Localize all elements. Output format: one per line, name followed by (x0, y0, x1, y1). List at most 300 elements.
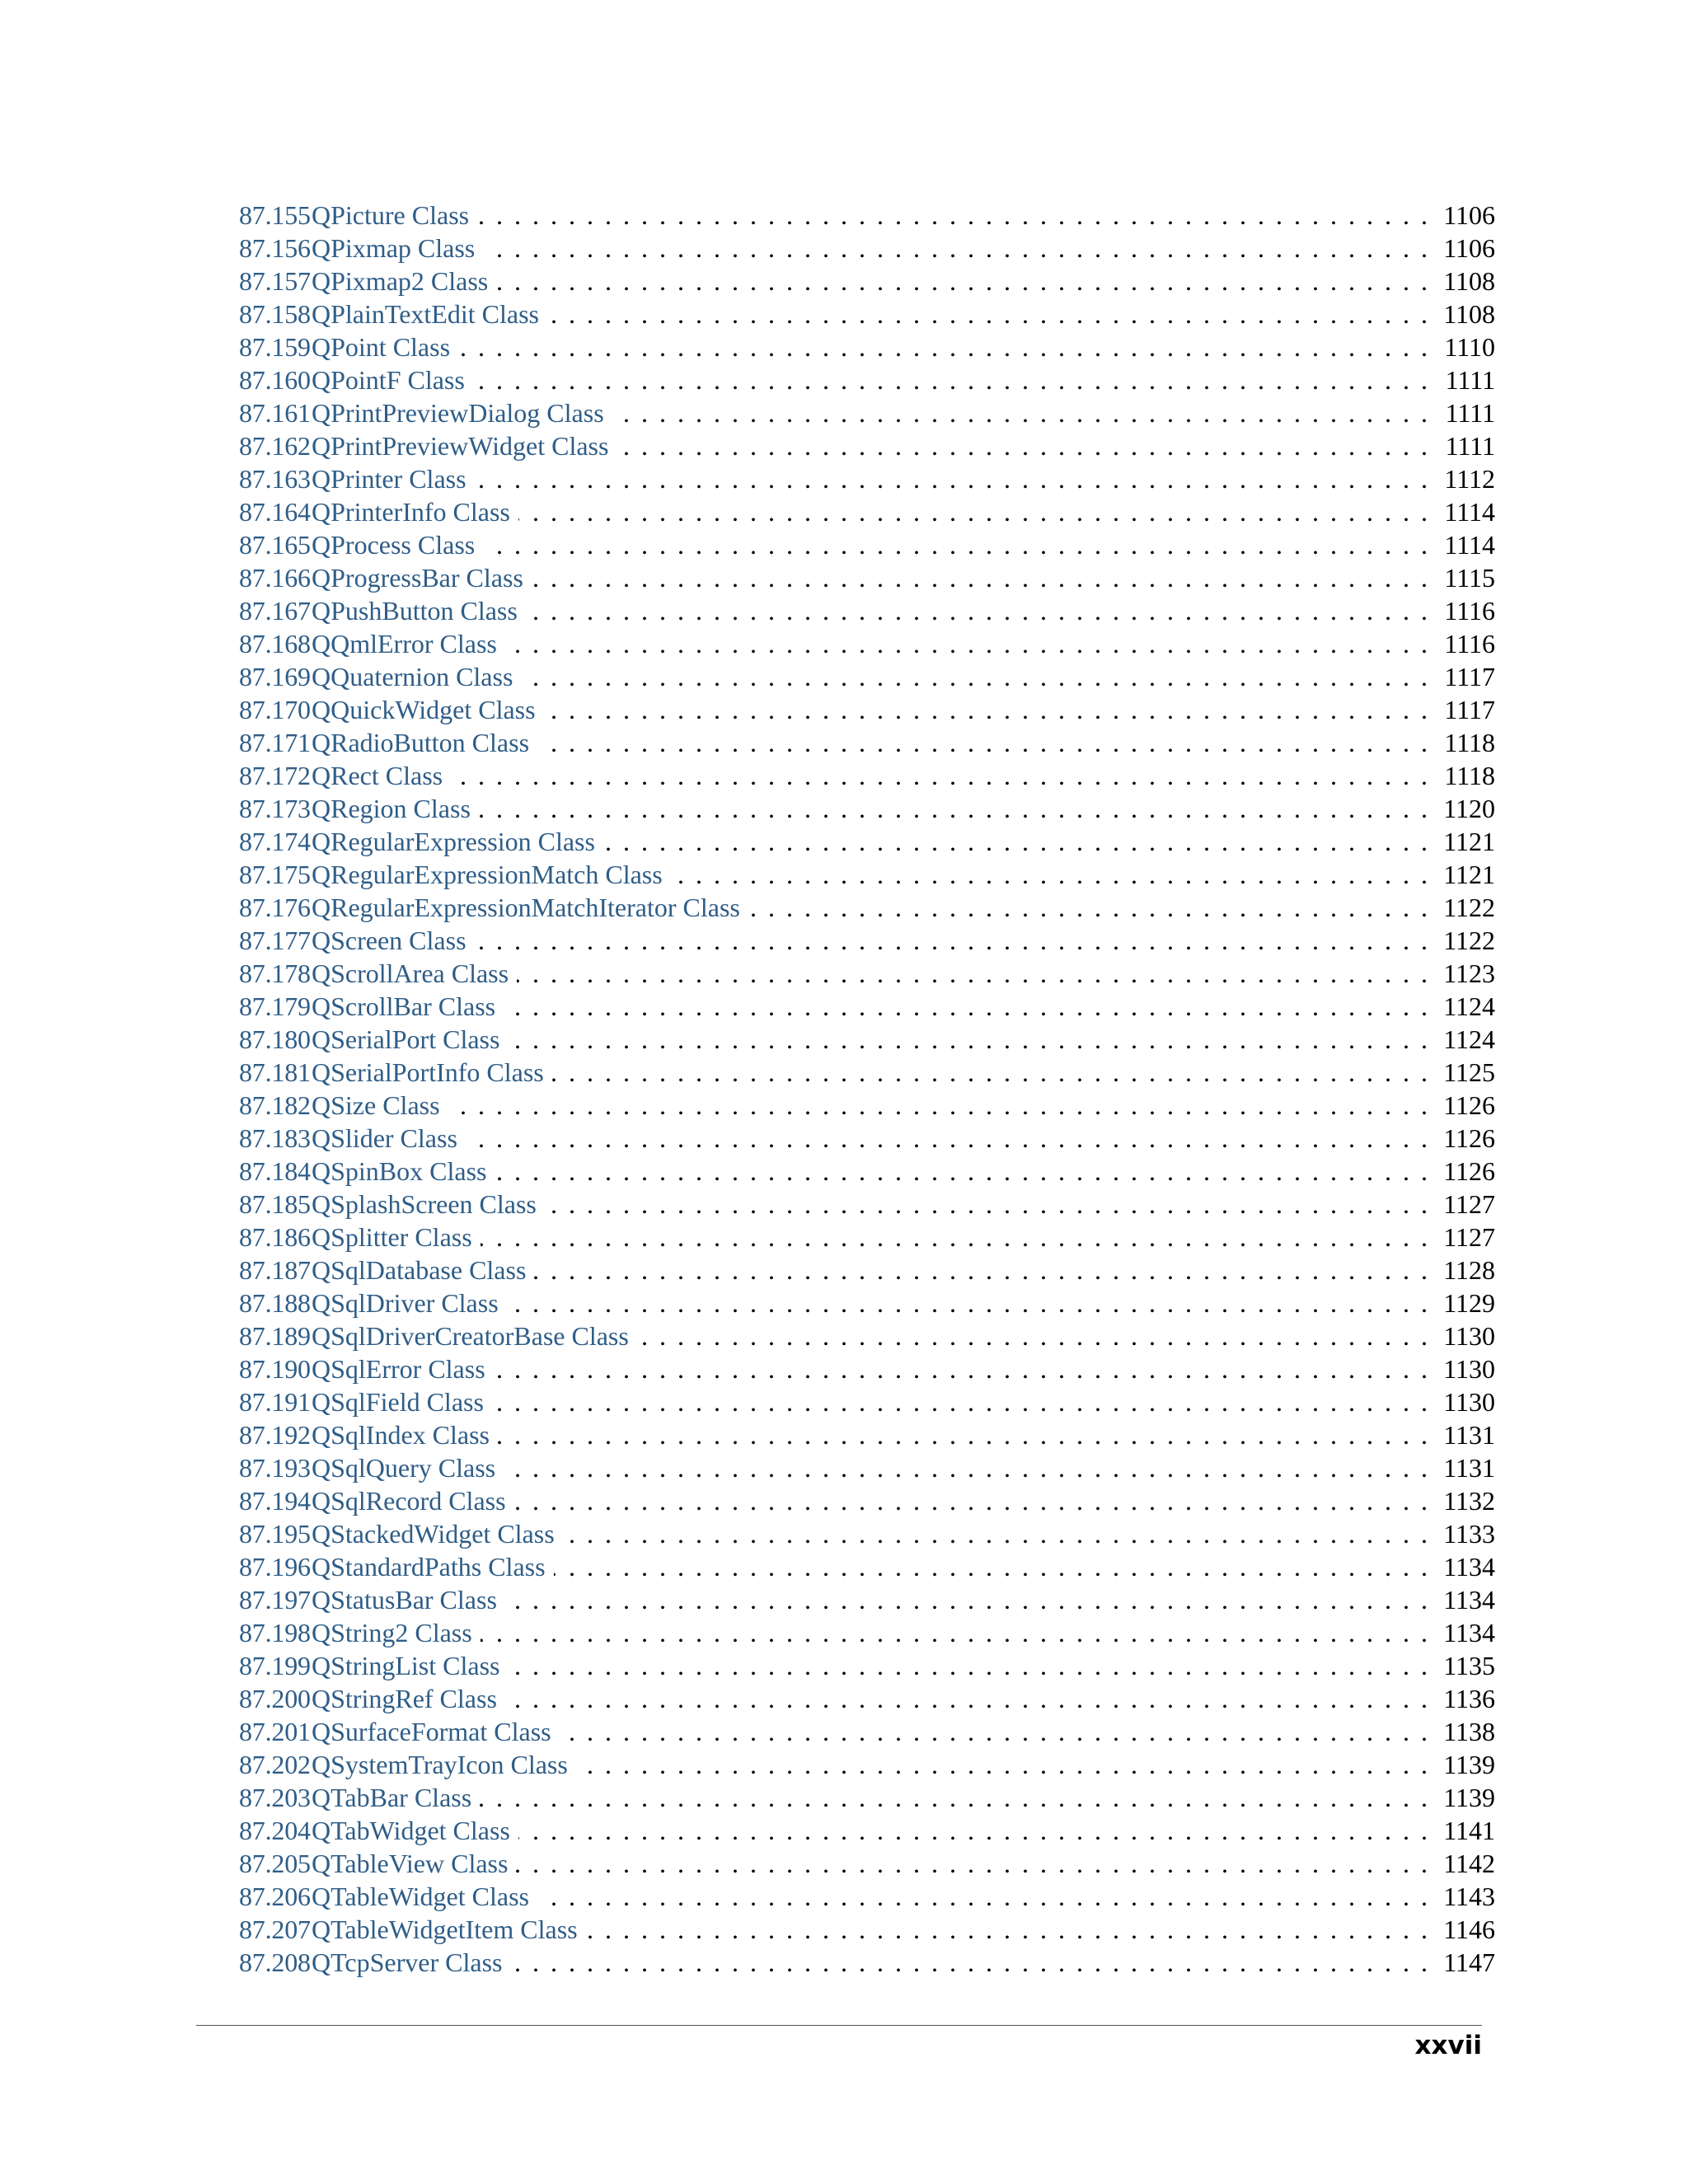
toc-entry-link[interactable] (239, 232, 475, 265)
toc-entry-page: 1131 (1443, 1453, 1495, 1483)
toc-entry-page: 1120 (1443, 794, 1495, 823)
toc-entry-number: 87.176 (239, 893, 311, 922)
dot-leader (483, 528, 1428, 561)
toc-entry (239, 1418, 1495, 1451)
toc-entry (239, 1254, 1495, 1286)
toc-entry-number: 87.182 (239, 1090, 311, 1120)
toc-entry-title: QPrinter Class (312, 464, 467, 494)
toc-entry-title: QSqlDatabase Class (312, 1255, 527, 1285)
dot-leader (496, 265, 1428, 298)
toc-entry-title: QSurfaceFormat Class (312, 1717, 551, 1746)
toc-entry (239, 1484, 1495, 1517)
toc-entry-number: 87.189 (239, 1321, 311, 1351)
toc-entry (239, 1715, 1495, 1748)
toc-entry-number: 87.195 (239, 1519, 311, 1549)
toc-entry-number: 87.169 (239, 662, 311, 691)
toc-entry-link[interactable] (239, 891, 740, 924)
toc-entry (239, 1451, 1495, 1484)
dot-leader (505, 1583, 1428, 1616)
toc-entry-title: QPrintPreviewDialog Class (312, 398, 604, 428)
toc-entry-number: 87.206 (239, 1882, 311, 1911)
toc-entry-title: QStatusBar Class (312, 1585, 497, 1615)
dot-leader (479, 792, 1428, 825)
toc-entry-link[interactable] (239, 1550, 546, 1583)
toc-entry (239, 693, 1495, 726)
toc-entry-page: 1127 (1443, 1189, 1495, 1219)
dot-leader (492, 1385, 1428, 1418)
toc-entry-link[interactable] (239, 1221, 472, 1254)
toc-entry-link[interactable] (239, 1188, 537, 1221)
toc-entry-link[interactable] (239, 627, 497, 660)
toc-entry (239, 1221, 1495, 1254)
toc-entry-number: 87.173 (239, 794, 311, 823)
toc-entry-number: 87.207 (239, 1915, 311, 1944)
toc-entry (239, 1781, 1495, 1814)
toc-entry (239, 199, 1495, 232)
toc-entry-number: 87.177 (239, 926, 311, 955)
toc-entry (239, 1286, 1495, 1319)
dot-leader (544, 693, 1428, 726)
toc-entry-number: 87.157 (239, 266, 311, 296)
toc-entry-title: QRegularExpressionMatch Class (312, 860, 663, 889)
dot-leader (576, 1748, 1428, 1781)
toc-entry (239, 396, 1495, 429)
toc-entry-page: 1139 (1443, 1783, 1495, 1812)
toc-entry-title: QSqlField Class (312, 1387, 484, 1417)
toc-entry-title: QPrintPreviewWidget Class (312, 431, 609, 461)
toc-entry-page: 1127 (1443, 1222, 1495, 1252)
toc-entry-number: 87.192 (239, 1420, 311, 1450)
toc-entry-page: 1108 (1443, 299, 1495, 329)
toc-entry-page: 1143 (1443, 1882, 1495, 1911)
dot-leader (517, 957, 1428, 990)
toc-entry-title: QSqlIndex Class (312, 1420, 490, 1450)
toc-entry-title: QSqlQuery Class (312, 1453, 496, 1483)
dot-leader (617, 429, 1428, 462)
toc-entry-page: 1134 (1443, 1585, 1495, 1615)
toc-entry (239, 462, 1495, 495)
toc-entry-page: 1122 (1443, 926, 1495, 955)
toc-entry-number: 87.196 (239, 1552, 311, 1582)
toc-entry-link[interactable] (239, 924, 467, 957)
dot-leader (537, 726, 1428, 759)
dot-leader (504, 990, 1428, 1023)
toc-entry-title: QStandardPaths Class (312, 1552, 546, 1582)
toc-entry (239, 594, 1495, 627)
toc-entry-link[interactable] (239, 1254, 526, 1286)
toc-entry-link[interactable] (239, 1748, 568, 1781)
toc-entry-number: 87.199 (239, 1651, 311, 1680)
toc-entry-page: 1125 (1443, 1057, 1495, 1087)
toc-entry-page: 1116 (1444, 629, 1495, 658)
toc-entry-page: 1130 (1443, 1354, 1495, 1384)
toc-entry-link[interactable] (239, 298, 539, 330)
dot-leader (483, 232, 1428, 265)
toc-entry (239, 363, 1495, 396)
toc-entry (239, 495, 1495, 528)
toc-entry-page: 1108 (1443, 266, 1495, 296)
toc-entry-title: QSqlError Class (312, 1354, 485, 1384)
toc-entry (239, 825, 1495, 858)
toc-entry-title: QPixmap Class (312, 233, 476, 263)
toc-entry-title: QRegularExpression Class (312, 827, 595, 856)
toc-entry-number: 87.178 (239, 958, 311, 988)
toc-entry-page: 1110 (1444, 332, 1495, 362)
toc-entry-page: 1133 (1443, 1519, 1495, 1549)
toc-entry-number: 87.190 (239, 1354, 311, 1384)
toc-entry-title: QQuickWidget Class (312, 695, 536, 724)
toc-entry-link[interactable] (239, 1286, 499, 1319)
toc-entry-number: 87.205 (239, 1849, 311, 1878)
toc-entry-number: 87.156 (239, 233, 311, 263)
toc-entry (239, 1385, 1495, 1418)
toc-entry-number: 87.179 (239, 991, 311, 1021)
toc-entry-title: QSystemTrayIcon Class (312, 1750, 568, 1779)
dot-leader (560, 1715, 1428, 1748)
toc-entry-title: QRegularExpressionMatchIterator Class (312, 893, 740, 922)
toc-entry-link[interactable] (239, 1352, 485, 1385)
toc-entry (239, 660, 1495, 693)
toc-entry-link[interactable] (239, 660, 513, 693)
toc-entry-number: 87.164 (239, 497, 311, 527)
toc-entry-number: 87.155 (239, 200, 311, 230)
dot-leader (537, 1880, 1428, 1913)
toc-entry (239, 1352, 1495, 1385)
toc-entry (239, 330, 1495, 363)
toc-entry-title: QSize Class (312, 1090, 440, 1120)
dot-leader (526, 594, 1428, 627)
toc-entry-title: QScrollArea Class (312, 958, 509, 988)
dot-leader (473, 363, 1428, 396)
dot-leader (507, 1286, 1428, 1319)
dot-leader (494, 1352, 1428, 1385)
toc-entry-title: QSlider Class (312, 1123, 457, 1153)
toc-entry (239, 1616, 1495, 1649)
toc-entry-page: 1121 (1443, 827, 1495, 856)
toc-entry-title: QQuaternion Class (312, 662, 513, 691)
toc-entry-link[interactable] (239, 1847, 508, 1880)
toc-entry (239, 759, 1495, 792)
toc-entry-link[interactable] (239, 1418, 490, 1451)
toc-entry-link[interactable] (239, 1385, 484, 1418)
toc-entry (239, 1682, 1495, 1715)
toc-entry-number: 87.197 (239, 1585, 311, 1615)
toc-entry-title: QPrinterInfo Class (312, 497, 510, 527)
dot-leader (552, 1056, 1428, 1089)
toc-entry (239, 1847, 1495, 1880)
toc-entry (239, 627, 1495, 660)
toc-entry-title: QString2 Class (312, 1618, 472, 1647)
dot-leader (547, 298, 1428, 330)
toc-entry (239, 1319, 1495, 1352)
toc-entry-page: 1147 (1443, 1947, 1495, 1977)
toc-entry (239, 1155, 1495, 1188)
dot-leader (505, 627, 1428, 660)
toc-entry-number: 87.200 (239, 1684, 311, 1713)
dot-leader (475, 462, 1428, 495)
toc-entry-page: 1138 (1443, 1717, 1495, 1746)
toc-entry (239, 1089, 1495, 1122)
toc-entry-link[interactable] (239, 726, 529, 759)
toc-entry (239, 429, 1495, 462)
toc-entry-title: QTableWidgetItem Class (312, 1915, 578, 1944)
toc-entry-number: 87.181 (239, 1057, 311, 1087)
toc-entry-title: QPushButton Class (312, 596, 518, 626)
toc-entry-number: 87.172 (239, 761, 311, 790)
toc-entry-number: 87.163 (239, 464, 311, 494)
dot-leader (481, 1221, 1428, 1254)
toc-entry (239, 265, 1495, 298)
dot-leader (466, 1122, 1428, 1155)
toc-entry-title: QSerialPortInfo Class (312, 1057, 544, 1087)
toc-entry-page: 1130 (1443, 1387, 1495, 1417)
dot-leader (521, 660, 1428, 693)
toc-entry-link[interactable] (239, 1517, 555, 1550)
toc-entry-page: 1126 (1443, 1123, 1495, 1153)
toc-entry-number: 87.193 (239, 1453, 311, 1483)
dot-leader (518, 495, 1428, 528)
toc-entry-link[interactable] (239, 1880, 529, 1913)
toc-entry-page: 1123 (1443, 958, 1495, 988)
table-of-contents (239, 199, 1495, 1979)
toc-entry-title: QPicture Class (312, 200, 470, 230)
toc-entry-page: 1131 (1443, 1420, 1495, 1450)
dot-leader (480, 1781, 1428, 1814)
dot-leader (505, 1682, 1428, 1715)
dot-leader (508, 1023, 1428, 1056)
toc-entry-link[interactable] (239, 462, 467, 495)
toc-entry-link[interactable] (239, 1913, 578, 1946)
toc-entry-title: QSplitter Class (312, 1222, 472, 1252)
toc-entry-link[interactable] (239, 1122, 457, 1155)
toc-entry-link[interactable] (239, 396, 604, 429)
dot-leader (495, 1155, 1428, 1188)
toc-entry-link[interactable] (239, 1056, 544, 1089)
dot-leader (448, 1089, 1428, 1122)
toc-entry-page: 1106 (1443, 233, 1495, 263)
toc-entry-number: 87.203 (239, 1783, 311, 1812)
toc-entry-number: 87.208 (239, 1947, 311, 1977)
toc-entry-title: QPoint Class (312, 332, 451, 362)
toc-entry (239, 232, 1495, 265)
dot-leader (510, 1946, 1428, 1979)
toc-entry (239, 1122, 1495, 1155)
toc-entry (239, 924, 1495, 957)
toc-entry-link[interactable] (239, 265, 488, 298)
toc-entry-link[interactable] (239, 1946, 502, 1979)
toc-entry-number: 87.187 (239, 1255, 311, 1285)
toc-entry-title: QPixmap2 Class (312, 266, 489, 296)
toc-entry-number: 87.202 (239, 1750, 311, 1779)
toc-entry-number: 87.186 (239, 1222, 311, 1252)
toc-entry-page: 1111 (1445, 398, 1495, 428)
dot-leader (545, 1188, 1428, 1221)
toc-entry-page: 1124 (1443, 1024, 1495, 1054)
toc-entry-page: 1114 (1444, 530, 1495, 560)
toc-entry-title: QSqlDriver Class (312, 1288, 499, 1318)
toc-entry (239, 1649, 1495, 1682)
dot-leader (612, 396, 1428, 429)
dot-leader (516, 1847, 1428, 1880)
toc-entry-page: 1117 (1444, 662, 1495, 691)
toc-entry-number: 87.204 (239, 1816, 311, 1845)
toc-entry-link[interactable] (239, 759, 443, 792)
toc-entry (239, 561, 1495, 594)
toc-entry-link[interactable] (239, 1451, 495, 1484)
toc-entry-link[interactable] (239, 429, 608, 462)
toc-entry (239, 1814, 1495, 1847)
toc-entry (239, 1748, 1495, 1781)
toc-entry-link[interactable] (239, 1616, 472, 1649)
toc-entry-title: QTcpServer Class (312, 1947, 503, 1977)
toc-entry-link[interactable] (239, 825, 595, 858)
toc-entry (239, 891, 1495, 924)
toc-entry (239, 1550, 1495, 1583)
toc-entry-link[interactable] (239, 1814, 510, 1847)
toc-entry-number: 87.175 (239, 860, 311, 889)
toc-entry-number: 87.170 (239, 695, 311, 724)
toc-entry-page: 1116 (1444, 596, 1495, 626)
toc-entry-title: QSqlRecord Class (312, 1486, 506, 1516)
toc-entry-link[interactable] (239, 957, 509, 990)
dot-leader (514, 1484, 1428, 1517)
toc-entry-title: QStringList Class (312, 1651, 500, 1680)
dot-leader (518, 1814, 1428, 1847)
toc-entry-page: 1134 (1443, 1618, 1495, 1647)
toc-entry-link[interactable] (239, 1715, 551, 1748)
toc-entry-number: 87.168 (239, 629, 311, 658)
toc-entry (239, 990, 1495, 1023)
toc-entry (239, 1946, 1495, 1979)
toc-entry-link[interactable] (239, 1583, 497, 1616)
toc-entry-number: 87.180 (239, 1024, 311, 1054)
toc-entry-page: 1118 (1444, 761, 1495, 790)
toc-entry-number: 87.174 (239, 827, 311, 856)
toc-entry-number: 87.160 (239, 365, 311, 395)
toc-entry-link[interactable] (239, 561, 523, 594)
toc-entry-page: 1115 (1444, 563, 1495, 593)
toc-entry-link[interactable] (239, 594, 518, 627)
toc-entry-link[interactable] (239, 1781, 471, 1814)
toc-entry-link[interactable] (239, 1089, 440, 1122)
toc-entry (239, 726, 1495, 759)
toc-entry-page: 1146 (1443, 1915, 1495, 1944)
toc-entry-link[interactable] (239, 363, 465, 396)
toc-entry-title: QStackedWidget Class (312, 1519, 555, 1549)
toc-entry-number: 87.166 (239, 563, 311, 593)
toc-entry-link[interactable] (239, 1484, 506, 1517)
toc-entry-page: 1134 (1443, 1552, 1495, 1582)
toc-entry (239, 792, 1495, 825)
toc-entry-title: QRadioButton Class (312, 728, 530, 757)
footer-page-number: xxvii (1414, 2031, 1482, 2060)
toc-entry-page: 1126 (1443, 1090, 1495, 1120)
toc-entry-page: 1129 (1443, 1288, 1495, 1318)
footer-rule (196, 2025, 1482, 2026)
toc-entry-title: QSerialPort Class (312, 1024, 500, 1054)
toc-entry-page: 1122 (1443, 893, 1495, 922)
toc-entry-number: 87.183 (239, 1123, 311, 1153)
dot-leader (475, 924, 1428, 957)
toc-entry-link[interactable] (239, 1023, 499, 1056)
toc-entry-link[interactable] (239, 1319, 629, 1352)
toc-entry-page: 1139 (1443, 1750, 1495, 1779)
toc-entry-number: 87.185 (239, 1189, 311, 1219)
toc-entry-link[interactable] (239, 528, 475, 561)
toc-entry-number: 87.159 (239, 332, 311, 362)
toc-entry-page: 1128 (1443, 1255, 1495, 1285)
toc-entry-link[interactable] (239, 495, 510, 528)
toc-entry-title: QPlainTextEdit Class (312, 299, 539, 329)
toc-entry-title: QTabWidget Class (312, 1816, 510, 1845)
dot-leader (451, 759, 1428, 792)
toc-entry-title: QSplashScreen Class (312, 1189, 537, 1219)
toc-entry-title: QPointF Class (312, 365, 465, 395)
toc-entry-number: 87.191 (239, 1387, 311, 1417)
toc-entry-title: QTabBar Class (312, 1783, 472, 1812)
dot-leader (477, 199, 1428, 232)
toc-entry-title: QRegion Class (312, 794, 471, 823)
toc-entry-title: QStringRef Class (312, 1684, 497, 1713)
toc-entry-title: QProcess Class (312, 530, 476, 560)
dot-leader (554, 1550, 1428, 1583)
toc-entry-link[interactable] (239, 199, 469, 232)
toc-entry-page: 1126 (1443, 1156, 1495, 1186)
toc-entry-title: QQmlError Class (312, 629, 497, 658)
dot-leader (748, 891, 1428, 924)
dot-leader (504, 1451, 1428, 1484)
toc-entry-link[interactable] (239, 990, 495, 1023)
toc-entry (239, 1188, 1495, 1221)
toc-entry-title: QTableView Class (312, 1849, 509, 1878)
toc-entry-page: 1111 (1445, 365, 1495, 395)
dot-leader (637, 1319, 1428, 1352)
toc-entry-link[interactable] (239, 858, 663, 891)
toc-entry-number: 87.194 (239, 1486, 311, 1516)
toc-entry-link[interactable] (239, 1649, 499, 1682)
toc-entry-page: 1106 (1443, 200, 1495, 230)
toc-entry-number: 87.167 (239, 596, 311, 626)
toc-entry-title: QProgressBar Class (312, 563, 523, 593)
dot-leader (586, 1913, 1428, 1946)
dot-leader (508, 1649, 1428, 1682)
toc-entry-link[interactable] (239, 792, 471, 825)
toc-entry (239, 957, 1495, 990)
toc-entry-link[interactable] (239, 330, 450, 363)
toc-entry (239, 298, 1495, 330)
toc-entry-link[interactable] (239, 1155, 486, 1188)
toc-entry-number: 87.188 (239, 1288, 311, 1318)
dot-leader (498, 1418, 1428, 1451)
toc-entry-number: 87.165 (239, 530, 311, 560)
toc-entry-link[interactable] (239, 1682, 497, 1715)
toc-entry-page: 1135 (1443, 1651, 1495, 1680)
toc-entry-page: 1132 (1443, 1486, 1495, 1516)
toc-entry-page: 1141 (1443, 1816, 1495, 1845)
toc-entry-page: 1114 (1444, 497, 1495, 527)
toc-entry-page: 1124 (1443, 991, 1495, 1021)
toc-entry (239, 1583, 1495, 1616)
toc-entry-page: 1112 (1444, 464, 1495, 494)
toc-entry (239, 1913, 1495, 1946)
toc-entry-link[interactable] (239, 693, 536, 726)
toc-entry-title: QTableWidget Class (312, 1882, 529, 1911)
dot-leader (563, 1517, 1428, 1550)
toc-entry (239, 1880, 1495, 1913)
toc-entry-page: 1117 (1444, 695, 1495, 724)
toc-entry-number: 87.162 (239, 431, 311, 461)
toc-entry-title: QScreen Class (312, 926, 467, 955)
